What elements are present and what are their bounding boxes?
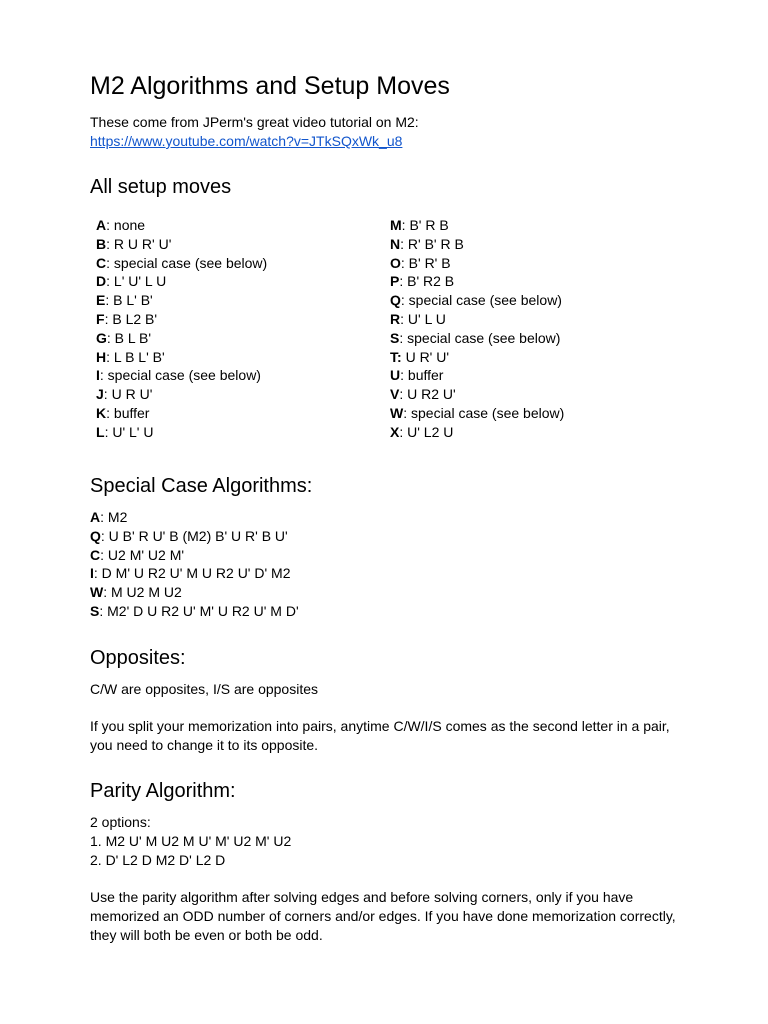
item-key: B	[96, 235, 107, 252]
item-separator: :	[106, 404, 114, 421]
setup-list-right	[390, 216, 564, 442]
special-list	[90, 508, 299, 621]
item-separator: :	[400, 367, 408, 384]
item-value: L' U' L U	[113, 273, 167, 290]
item-key: P	[390, 273, 400, 290]
opposites-heading: Opposites:	[90, 647, 186, 669]
item-separator: :	[93, 565, 102, 582]
item-key: G	[96, 329, 107, 346]
item-separator: :	[106, 235, 114, 252]
item-value: U B' R U' B (M2) B' U R' B U'	[108, 527, 288, 544]
list-item	[90, 546, 299, 565]
item-separator: :	[400, 292, 409, 309]
item-value: D M' U R2 U' M U R2 U' D' M2	[101, 565, 291, 582]
item-value: L B L' B'	[113, 348, 165, 365]
list-item	[390, 291, 564, 310]
item-key: F	[96, 310, 105, 327]
parity-options-label: 2 options:	[90, 814, 151, 830]
item-value: B L2 B'	[112, 310, 158, 327]
item-key: U	[390, 367, 401, 384]
list-item	[90, 602, 299, 621]
item-value: U R2 U'	[407, 386, 456, 403]
item-separator: :	[399, 423, 408, 440]
list-item	[390, 366, 564, 385]
item-value: B L B'	[114, 329, 152, 346]
item-value: none	[113, 217, 146, 233]
item-value: M U2 M U2	[111, 584, 182, 601]
item-key: Q	[90, 527, 101, 544]
list-item	[96, 348, 267, 367]
item-separator: :	[106, 348, 114, 365]
item-value: U' L U	[407, 310, 446, 327]
item-separator: :	[106, 254, 114, 271]
item-key: W	[390, 404, 404, 421]
item-key: W	[90, 584, 104, 601]
item-key: S	[390, 329, 400, 346]
item-separator: :	[103, 386, 112, 403]
item-separator: :	[99, 602, 108, 619]
list-item	[96, 385, 267, 404]
list-item	[390, 348, 564, 367]
item-value: special case (see below)	[407, 329, 561, 346]
parity-option-1: 1. M2 U' M U2 M U' M' U2 M' U2	[90, 833, 292, 849]
item-value: M2' D U R2 U' M' U R2 U' M D'	[107, 602, 299, 619]
item-separator: :	[399, 386, 408, 403]
list-item	[390, 254, 564, 273]
item-value: U' L' U	[112, 423, 154, 440]
list-item	[390, 235, 564, 254]
item-key: H	[96, 348, 107, 365]
setup-list-left	[96, 216, 267, 442]
item-separator: :	[104, 423, 113, 440]
item-key: A	[90, 509, 101, 525]
item-value: R U R' U'	[113, 235, 172, 252]
list-item	[96, 366, 267, 385]
item-key: O	[390, 254, 401, 271]
item-separator: :	[104, 310, 113, 327]
item-separator: :	[106, 273, 114, 290]
item-key: S	[90, 602, 100, 619]
tutorial-link[interactable]: https://www.youtube.com/watch?v=JTkSQxWk_u8	[90, 133, 403, 149]
parity-option-2: 2. D' L2 D M2 D' L2 D	[90, 852, 226, 868]
opposites-paragraph-line-1: If you split your memorization into pairs, anytime C/W/I/S comes as the second letter in a pair,	[90, 718, 670, 734]
list-item	[96, 404, 267, 423]
item-key: X	[390, 423, 400, 440]
item-separator: :	[400, 310, 408, 327]
item-key: Q	[390, 292, 401, 309]
item-separator: :	[100, 546, 108, 563]
parity-heading: Parity Algorithm:	[90, 780, 236, 802]
item-value: M2	[107, 509, 128, 525]
item-key: K	[96, 404, 107, 421]
list-item	[96, 423, 267, 442]
list-item	[90, 583, 299, 602]
item-key: C	[90, 546, 101, 563]
list-item	[390, 310, 564, 329]
item-key: V	[390, 386, 400, 403]
list-item	[390, 272, 564, 291]
list-item	[96, 329, 267, 348]
list-item	[96, 272, 267, 291]
item-key: D	[96, 273, 107, 290]
item-key: I	[96, 367, 100, 384]
list-item	[390, 216, 564, 235]
item-separator: :	[99, 367, 108, 384]
list-item	[390, 423, 564, 442]
special-heading: Special Case Algorithms:	[90, 475, 313, 497]
item-separator: :	[103, 584, 111, 601]
parity-paragraph-line-3: they will both be even or both be odd.	[90, 927, 323, 943]
list-item	[390, 329, 564, 348]
list-item	[90, 508, 299, 527]
item-value: special case (see below)	[107, 367, 261, 384]
list-item	[390, 385, 564, 404]
item-separator: :	[399, 329, 408, 346]
item-key: I	[90, 565, 94, 582]
list-item	[96, 216, 267, 235]
list-item	[96, 235, 267, 254]
item-separator: :	[105, 292, 114, 309]
opposites-paragraph-line-2: you need to change it to its opposite.	[90, 737, 319, 753]
item-separator: :	[403, 404, 411, 421]
item-value: buffer	[407, 367, 444, 384]
opposites-summary: C/W are opposites, I/S are opposites	[90, 681, 318, 697]
setup-heading: All setup moves	[90, 176, 232, 198]
item-value: buffer	[113, 404, 150, 421]
item-value: B L' B'	[113, 292, 153, 309]
item-separator: :	[400, 254, 409, 271]
item-key: E	[96, 292, 106, 309]
list-item	[90, 564, 299, 583]
list-item	[96, 310, 267, 329]
item-key: J	[96, 386, 104, 403]
item-key: N	[390, 235, 401, 252]
parity-paragraph-line-2: memorized an ODD number of corners and/or edges. If you have done memorization correctly,	[90, 908, 676, 924]
item-key: L	[96, 423, 105, 440]
item-value: U2 M' U2 M'	[107, 546, 185, 563]
item-key: A	[96, 217, 107, 233]
item-key: R	[390, 310, 401, 327]
item-value: B' R2 B	[407, 273, 455, 290]
item-value: U' L2 U	[407, 423, 454, 440]
item-value: U R' U'	[405, 348, 450, 365]
list-item	[390, 404, 564, 423]
item-key: C	[96, 254, 107, 271]
parity-paragraph-line-1: Use the parity algorithm after solving edges and before solving corners, only if you have	[90, 889, 634, 905]
item-value: special case (see below)	[113, 254, 268, 271]
list-item	[96, 254, 267, 273]
item-value: R' B' R B	[407, 235, 464, 252]
item-key: M	[390, 217, 402, 233]
item-separator: :	[401, 217, 410, 233]
page-title: M2 Algorithms and Setup Moves	[90, 72, 450, 100]
intro-text: These come from JPerm's great video tutorial on M2:	[90, 114, 419, 130]
item-value: B' R B	[409, 217, 449, 233]
item-separator: :	[399, 273, 408, 290]
item-separator: :	[400, 235, 408, 252]
item-value: special case (see below)	[408, 292, 562, 309]
item-separator: :	[100, 527, 109, 544]
list-item	[96, 291, 267, 310]
item-separator: :	[100, 509, 108, 525]
item-value: B' R' B	[408, 254, 451, 271]
item-separator: :	[106, 217, 114, 233]
item-separator: :	[106, 329, 115, 346]
item-value: U R U'	[111, 386, 153, 403]
list-item	[90, 527, 299, 546]
item-value: special case (see below)	[411, 404, 565, 421]
item-key: T:	[390, 348, 402, 365]
